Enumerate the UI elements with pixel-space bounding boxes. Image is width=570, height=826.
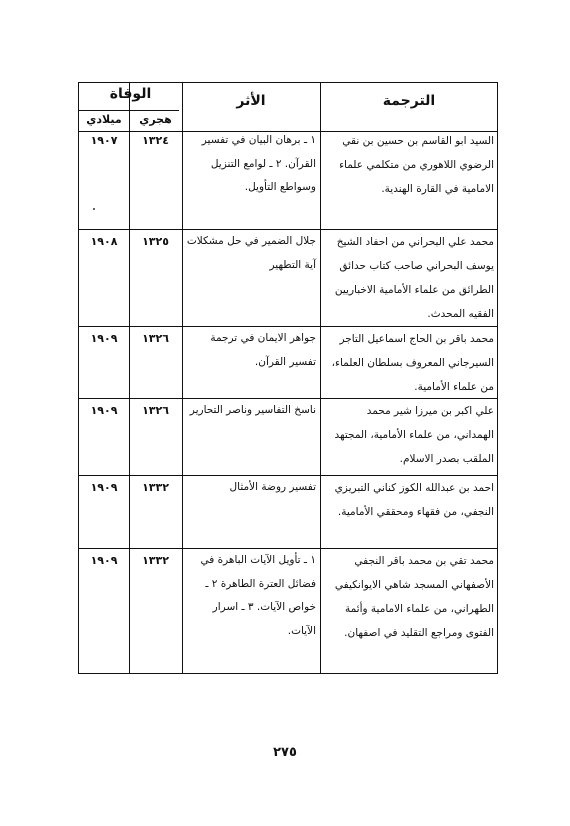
biography-table — [78, 82, 498, 674]
row-6-hijri: ١٣٣٢ — [142, 554, 169, 567]
row-3-hijri: ١٣٢٦ — [142, 332, 169, 345]
row-5-work: تفسير روضة الأمثال — [229, 481, 316, 493]
row-6-work: ١ ـ تأويل الآيات الباهرة في فضائل العترة الطاهرة ٢ ـ خواص الآيات. ٣ ـ اسرار الآيات. — [200, 554, 316, 637]
subheader-divider — [79, 110, 179, 111]
page-number: ٢٧٥ — [273, 745, 297, 760]
row-5-translation: احمد بن عبدالله الكوز كناني التبريزي النجفي، من فقهاء ومحققي الأمامية. — [334, 482, 494, 518]
row-1-translation: السيد ابو القاسم بن حسين بن نقي الرضوي اللاهوري من متكلمي علماء الامامية في القارة الهندية. — [339, 135, 494, 195]
row-1-hijri: ١٣٢٤ — [142, 134, 169, 147]
row-3-translation: محمد باقر بن الحاج اسماعيل التاجر السيرجاني المعروف بسلطان العلماء، من علماء الأمامية. — [331, 333, 494, 393]
row-4-work: ناسخ التفاسير وناصر التحارير — [189, 404, 316, 416]
row-5-gregorian: ١٩٠٩ — [90, 481, 118, 494]
column-divider — [320, 83, 321, 673]
row-4-gregorian: ١٩٠٩ — [90, 404, 118, 417]
row-6-translation: محمد تقي بن محمد باقر النجفي الأصفهاني المسجد شاهي الايوانكيفي الطهراني، من علماء الامامية وأئمة الفتوى ومراجع التقليد في اصفهان. — [334, 555, 494, 639]
header-death: الوفاة — [109, 86, 152, 102]
stray-mark — [93, 208, 95, 210]
row-6-gregorian: ١٩٠٩ — [90, 554, 118, 567]
row-3-work: جواهر الايمان في ترجمة تفسير القرآن. — [210, 332, 316, 368]
row-3-gregorian: ١٩٠٩ — [90, 332, 118, 345]
header-translation: الترجمة — [382, 93, 436, 109]
row-1-gregorian: ١٩٠٧ — [90, 134, 118, 147]
column-divider — [182, 83, 183, 673]
header-gregorian: ميلادي — [86, 113, 122, 126]
header-hijri: هجري — [139, 113, 172, 126]
header-work: الأثر — [236, 93, 266, 109]
row-5-hijri: ١٣٣٢ — [142, 481, 169, 494]
column-divider — [129, 83, 130, 673]
row-2-translation: محمد علي البحراني من احفاد الشيخ يوسف البحراني صاحب كتاب حدائق الطرائق من علماء الأمامية الاخباريين الفقيه المحدث. — [334, 236, 494, 320]
row-2-work: جلال الضمير في حل مشكلات آية التطهير — [186, 235, 316, 271]
row-1-work: ١ ـ برهان البيان في تفسير القرآن. ٢ ـ لوامع التنزيل وسواطع التأويل. — [201, 134, 316, 193]
row-2-hijri: ١٣٢٥ — [142, 235, 169, 248]
row-4-translation: علي اكبر بن ميرزا شير محمد الهمداني، من علماء الأمامية، المجتهد الملقب بصدر الاسلام. — [334, 405, 494, 465]
row-2-gregorian: ١٩٠٨ — [90, 235, 118, 248]
row-4-hijri: ١٣٢٦ — [142, 404, 169, 417]
